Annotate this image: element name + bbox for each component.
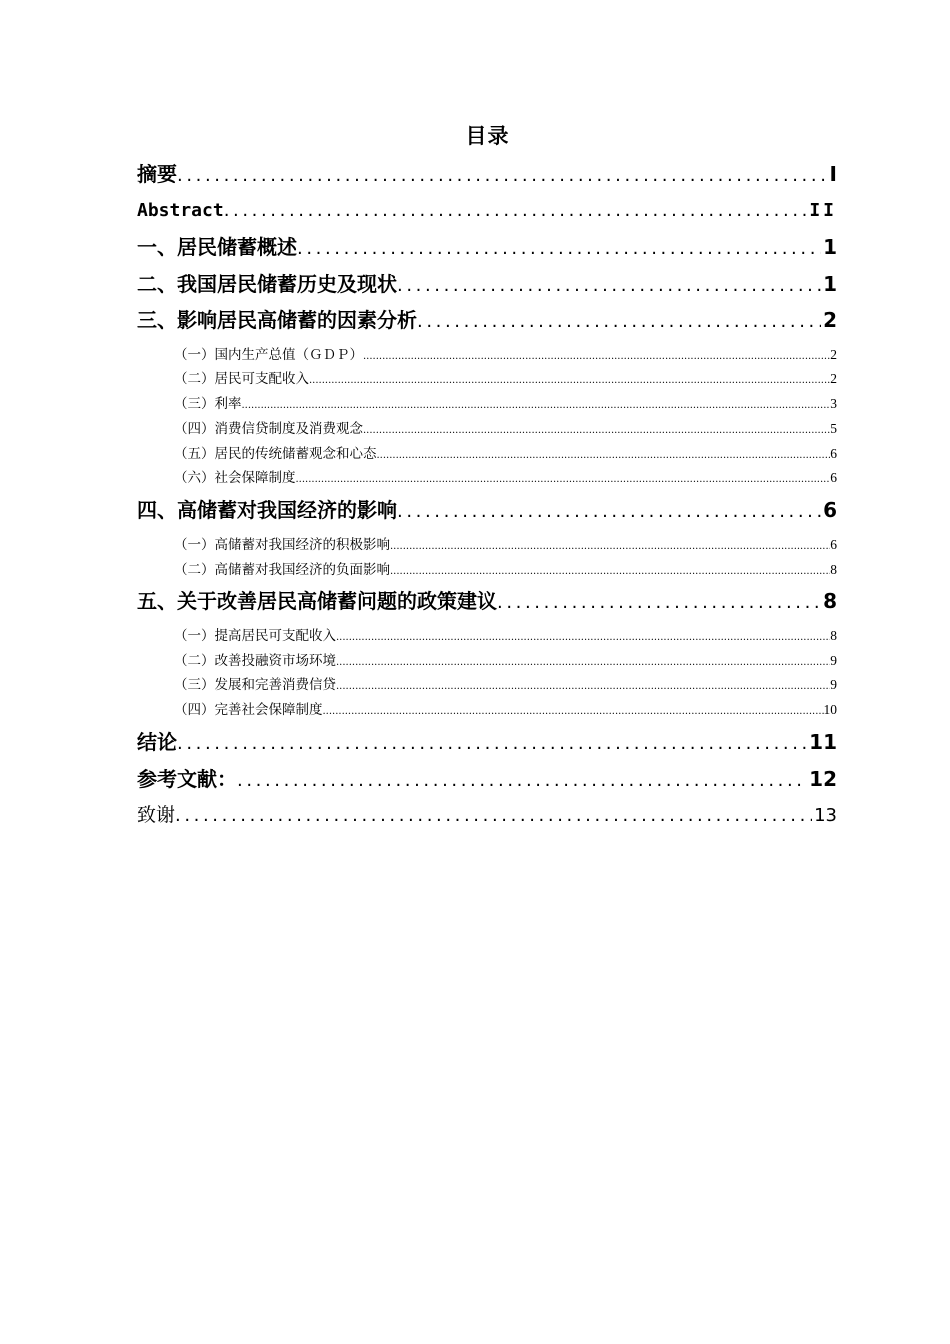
toc-entry-section-3-3[interactable] bbox=[137, 392, 837, 417]
toc-entry-page: I bbox=[829, 162, 837, 186]
dot-leader bbox=[497, 585, 821, 620]
toc-entry-label: 四、高储蓄对我国经济的影响 bbox=[137, 498, 397, 523]
toc-entry-label: （四）完善社会保障制度 bbox=[174, 702, 323, 719]
toc-entry-page: 8 bbox=[830, 627, 837, 643]
toc-entry-label: 参考文献： bbox=[137, 766, 237, 791]
toc-entry-label: （一）国内生产总值（ＧＤＰ） bbox=[174, 346, 363, 363]
toc-entry-label: （二）居民可支配收入 bbox=[174, 371, 309, 388]
toc-entry-section-3-4[interactable] bbox=[137, 417, 837, 442]
toc-entry-label: （四）消费信贷制度及消费观念 bbox=[174, 420, 363, 437]
toc-entry-label: Abstract bbox=[137, 199, 224, 221]
toc-entry-chapter-5[interactable] bbox=[137, 583, 837, 620]
toc-entry-page: 8 bbox=[830, 561, 837, 577]
dot-leader bbox=[397, 494, 821, 529]
dot-leader bbox=[224, 193, 808, 230]
dot-leader bbox=[336, 675, 830, 698]
toc-entry-label: （一）提高居民可支配收入 bbox=[174, 627, 336, 644]
toc-entry-label: （五）居民的传统储蓄观念和心态 bbox=[174, 445, 377, 462]
toc-entry-page: 2 bbox=[823, 308, 837, 332]
toc-entry-section-5-2[interactable] bbox=[137, 649, 837, 674]
toc-entry-section-3-2[interactable] bbox=[137, 367, 837, 392]
toc-entry-acknowledgements[interactable] bbox=[137, 797, 837, 834]
dot-leader bbox=[336, 651, 830, 674]
table-of-contents bbox=[137, 156, 837, 834]
dot-leader bbox=[177, 158, 828, 193]
dot-leader bbox=[323, 700, 824, 723]
toc-entry-page: 8 bbox=[823, 589, 837, 614]
toc-entry-label: （二）高储蓄对我国经济的负面影响 bbox=[174, 561, 390, 578]
toc-entry-chapter-1[interactable] bbox=[137, 229, 837, 266]
toc-entry-section-5-4[interactable] bbox=[137, 698, 837, 723]
dot-leader bbox=[336, 626, 830, 649]
toc-entry-page: 9 bbox=[830, 677, 837, 693]
dot-leader bbox=[417, 304, 821, 339]
dot-leader bbox=[175, 798, 812, 834]
toc-entry-section-5-1[interactable] bbox=[137, 624, 837, 649]
toc-entry-page: 13 bbox=[814, 805, 837, 827]
toc-entry-section-3-1[interactable] bbox=[137, 343, 837, 368]
toc-entry-page: 6 bbox=[823, 498, 837, 523]
toc-entry-page: 11 bbox=[809, 730, 837, 755]
toc-entry-abstract-en[interactable] bbox=[137, 193, 837, 230]
dot-leader bbox=[397, 268, 821, 303]
toc-entry-page: 9 bbox=[830, 652, 837, 668]
toc-entry-label: （三）发展和完善消费信贷 bbox=[174, 677, 336, 694]
toc-entry-label: 二、我国居民储蓄历史及现状 bbox=[137, 271, 397, 296]
dot-leader bbox=[390, 535, 830, 558]
toc-entry-conclusion[interactable] bbox=[137, 724, 837, 761]
toc-entry-chapter-2[interactable] bbox=[137, 266, 837, 303]
dot-leader bbox=[309, 369, 830, 392]
dot-leader bbox=[237, 763, 807, 798]
toc-entry-section-3-6[interactable] bbox=[137, 466, 837, 491]
dot-leader bbox=[363, 419, 830, 442]
toc-entry-label: （三）利率 bbox=[174, 396, 242, 413]
toc-entry-page: 6 bbox=[830, 470, 837, 486]
toc-entry-references[interactable] bbox=[137, 761, 837, 798]
toc-entry-page: 12 bbox=[809, 766, 837, 791]
toc-entry-chapter-4[interactable] bbox=[137, 492, 837, 529]
toc-entry-section-4-1[interactable] bbox=[137, 533, 837, 558]
toc-entry-page: 2 bbox=[830, 371, 837, 387]
toc-entry-page: 10 bbox=[823, 702, 837, 718]
toc-entry-label: （六）社会保障制度 bbox=[174, 470, 296, 487]
toc-entry-page: 5 bbox=[830, 420, 837, 436]
toc-entry-label: 结论 bbox=[137, 730, 177, 755]
dot-leader bbox=[242, 394, 831, 417]
dot-leader bbox=[296, 468, 831, 491]
toc-entry-section-3-5[interactable] bbox=[137, 442, 837, 467]
toc-entry-page: 2 bbox=[830, 346, 837, 362]
toc-entry-label: 摘要 bbox=[137, 162, 177, 186]
toc-entry-page: 6 bbox=[830, 445, 837, 461]
toc-entry-label: 致谢 bbox=[137, 804, 176, 827]
toc-entry-label: （一）高储蓄对我国经济的积极影响 bbox=[174, 536, 390, 553]
dot-leader bbox=[177, 726, 807, 761]
dot-leader bbox=[297, 231, 821, 266]
toc-entry-page: 3 bbox=[830, 396, 837, 412]
toc-entry-label: 一、居民储蓄概述 bbox=[137, 235, 297, 259]
toc-entry-abstract-cn[interactable] bbox=[137, 156, 837, 193]
toc-entry-label: 三、影响居民高储蓄的因素分析 bbox=[137, 308, 417, 332]
toc-entry-section-4-2[interactable] bbox=[137, 558, 837, 583]
toc-entry-page: 1 bbox=[823, 271, 837, 296]
toc-entry-page: 6 bbox=[830, 536, 837, 552]
toc-entry-page: 1 bbox=[823, 235, 837, 259]
dot-leader bbox=[363, 345, 830, 368]
toc-title: 目录 bbox=[465, 124, 510, 148]
dot-leader bbox=[390, 560, 830, 583]
toc-entry-label: （二）改善投融资市场环境 bbox=[174, 652, 336, 669]
toc-entry-chapter-3[interactable] bbox=[137, 302, 837, 339]
toc-entry-page: II bbox=[809, 199, 837, 221]
dot-leader bbox=[377, 444, 831, 467]
toc-entry-section-5-3[interactable] bbox=[137, 673, 837, 698]
toc-entry-label: 五、关于改善居民高储蓄问题的政策建议 bbox=[137, 589, 497, 614]
